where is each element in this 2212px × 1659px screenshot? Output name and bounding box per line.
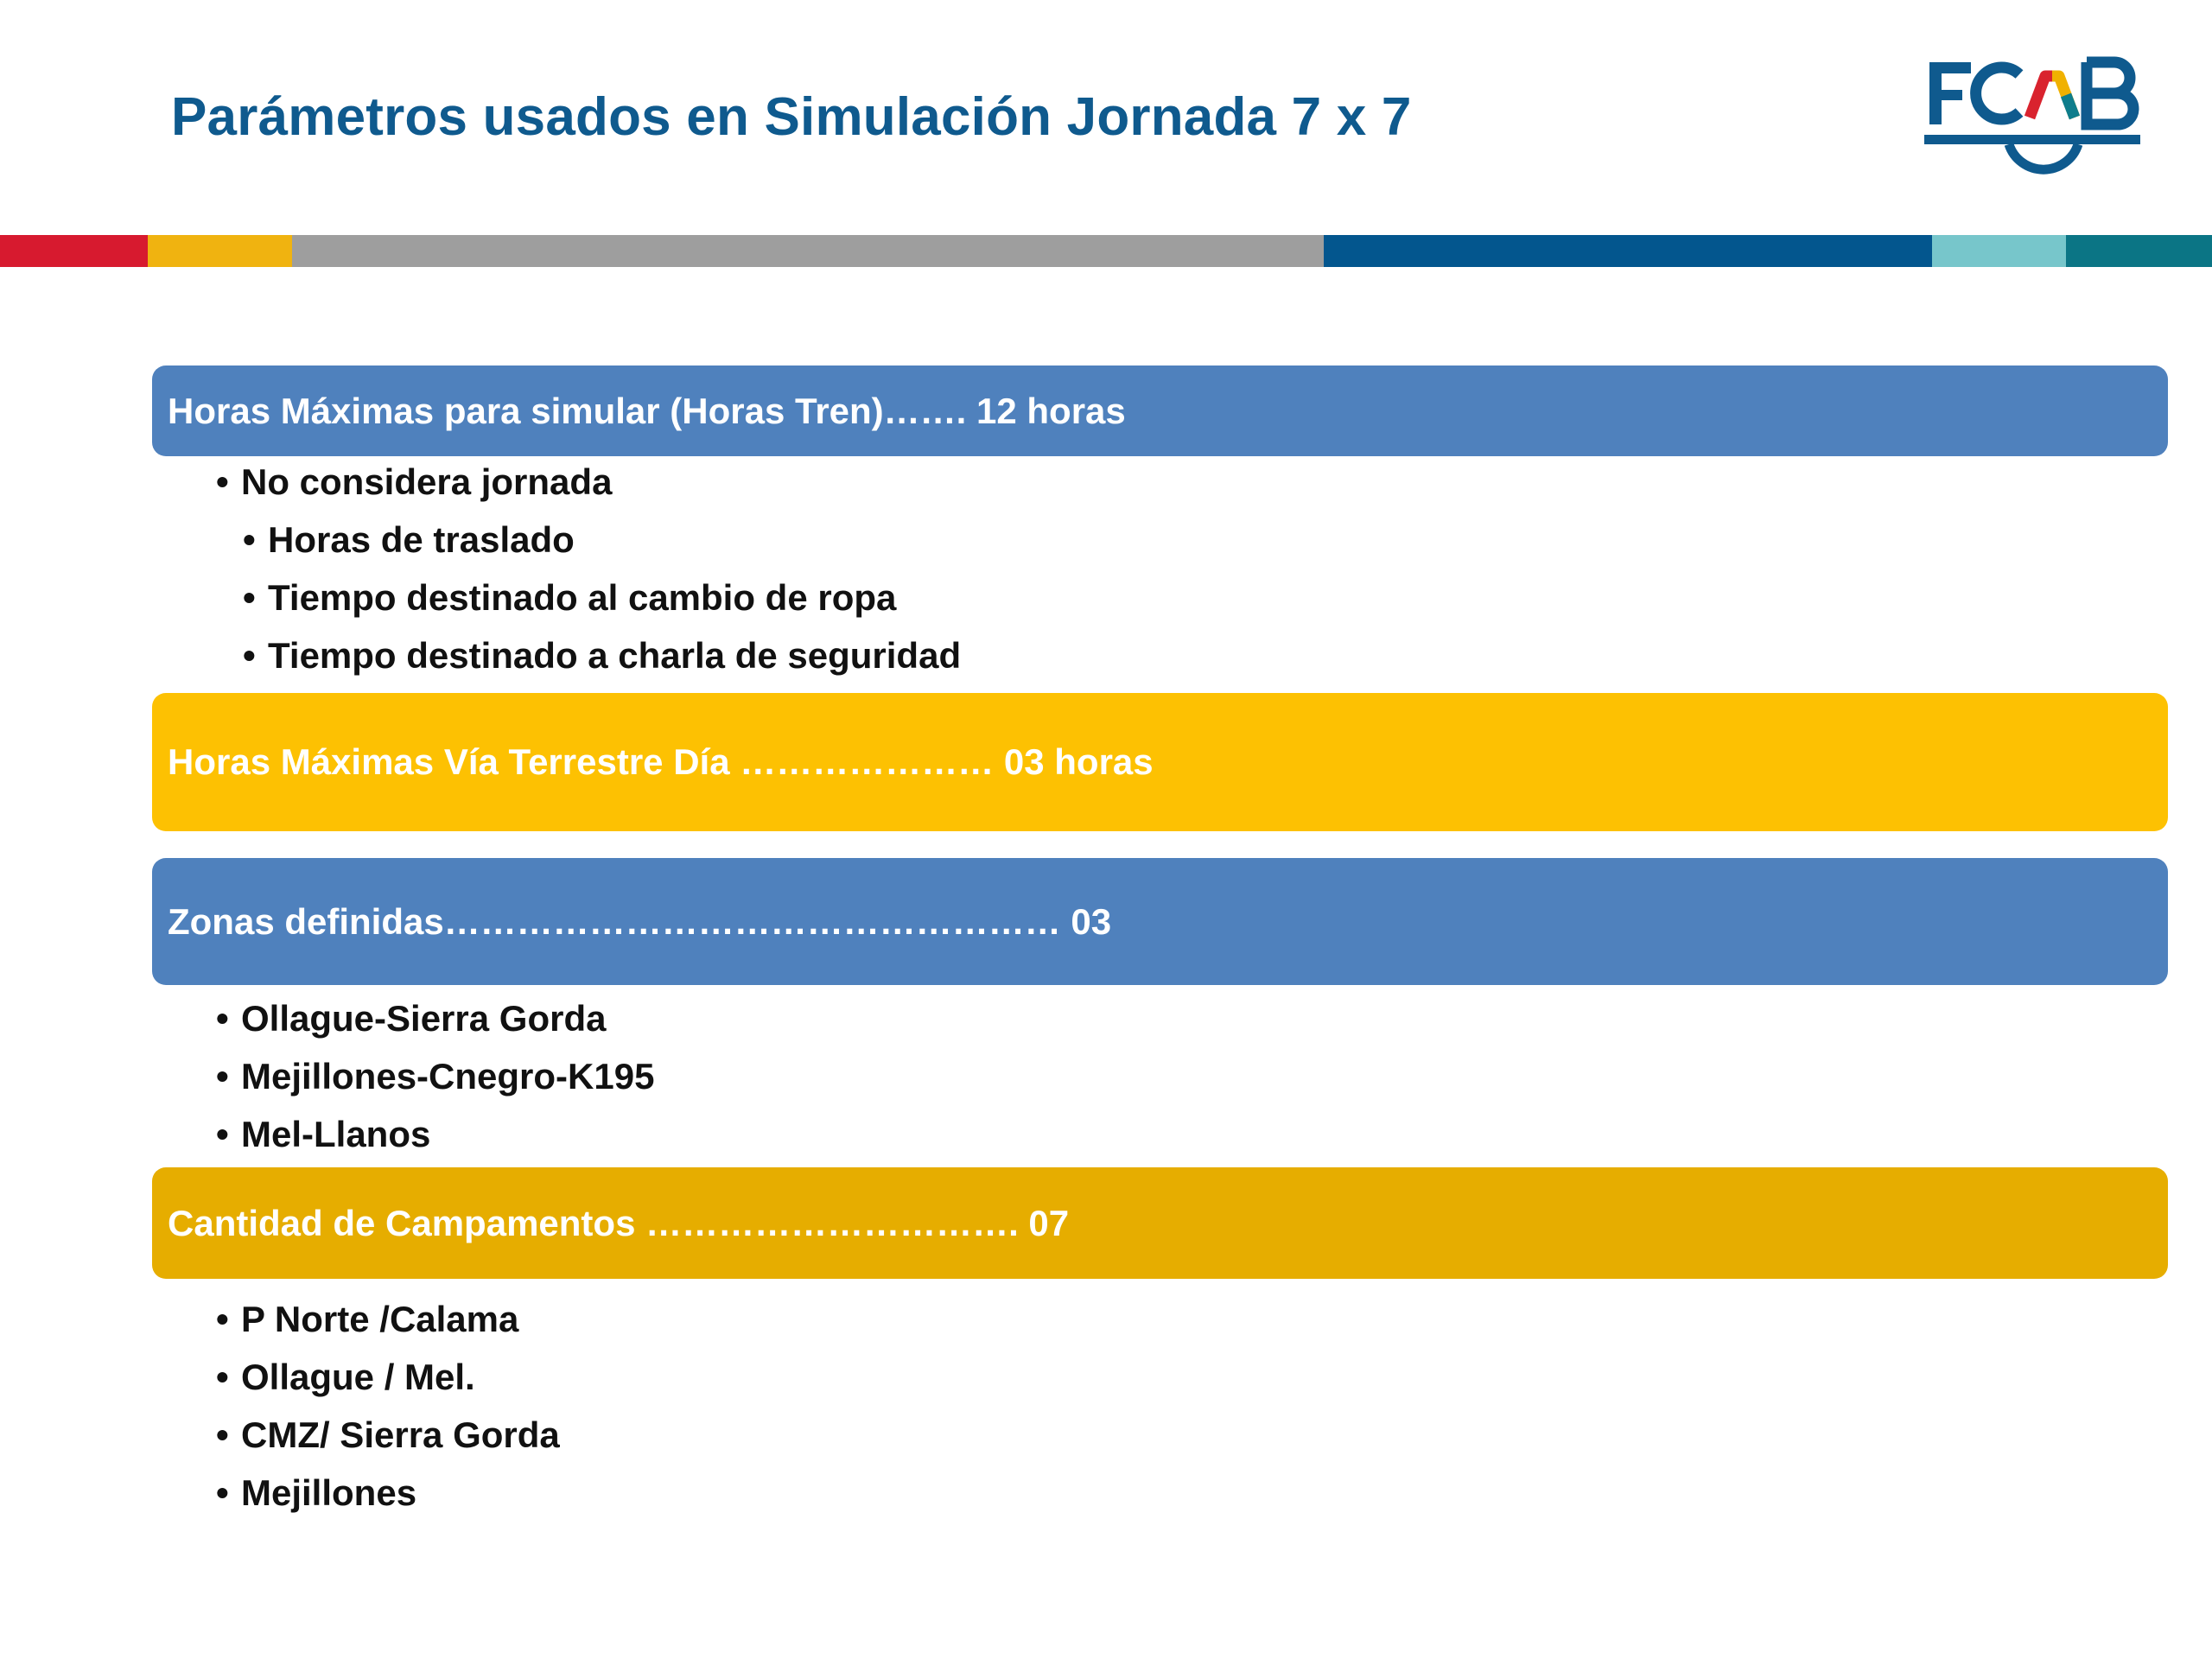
stripe-segment-navy: [1324, 235, 1932, 267]
fcab-logo: [1923, 50, 2147, 188]
logo-letter-a-chevron: [2030, 76, 2075, 118]
bullet-icon: •: [243, 519, 256, 560]
list-item: • Ollague / Mel.: [216, 1348, 560, 1406]
bullet-icon: •: [216, 998, 229, 1039]
list-item: • Mel-Llanos: [216, 1105, 654, 1163]
logo-letter-c: [1976, 67, 2019, 119]
banner-horas-tren: [152, 365, 2168, 456]
stripe-segment-light-teal: [1932, 235, 2066, 267]
banner-via-terrestre: [152, 693, 2168, 831]
bullet-icon: •: [243, 577, 256, 618]
list-item: • Mejillones-Cnegro-K195: [216, 1047, 654, 1105]
bullet-icon: •: [216, 1414, 229, 1455]
banner-horas-tren-text: Horas Máximas para simular (Horas Tren)……. 12 horas: [168, 390, 1126, 431]
list-item: • Tiempo destinado a charla de seguridad: [216, 626, 961, 684]
stripe-segment-teal: [2066, 235, 2212, 267]
list-zonas: [216, 989, 654, 1163]
logo-underline: [1924, 135, 2140, 144]
list-item: • CMZ/ Sierra Gorda: [216, 1406, 560, 1464]
list-item: • Horas de traslado: [216, 511, 961, 569]
logo-letter-f: [1929, 62, 1971, 124]
banner-campamentos: [152, 1167, 2168, 1279]
bullet-icon: •: [216, 1472, 229, 1513]
logo-drop-curve: [2009, 144, 2078, 169]
bullet-icon: •: [216, 1056, 229, 1096]
color-stripe: [0, 235, 2212, 267]
list-item: • Tiempo destinado al cambio de ropa: [216, 569, 961, 626]
bullet-icon: •: [216, 1114, 229, 1154]
stripe-segment-yellow: [148, 235, 292, 267]
list-campamentos: [216, 1290, 560, 1522]
banner-zonas-text: Zonas definidas…………………………………………… 03: [168, 900, 1112, 942]
stripe-segment-red: [0, 235, 148, 267]
bullet-icon: •: [216, 461, 229, 502]
list-item: • Ollague-Sierra Gorda: [216, 989, 654, 1047]
list-item: • No considera jornada: [216, 453, 961, 511]
banner-via-terrestre-text: Horas Máximas Vía Terrestre Día ………………… 03 horas: [168, 741, 1154, 782]
list-item: • P Norte /Calama: [216, 1290, 560, 1348]
bullet-icon: •: [216, 1299, 229, 1339]
slide-title: Parámetros usados en Simulación Jornada 7 x 7: [171, 87, 1412, 147]
stripe-segment-gray: [292, 235, 1324, 267]
list-horas-tren: [216, 453, 961, 684]
logo-letter-b: [2087, 62, 2133, 124]
list-item: • Mejillones: [216, 1464, 560, 1522]
banner-campamentos-text: Cantidad de Campamentos …………………………. 07: [168, 1202, 1070, 1243]
bullet-icon: •: [216, 1357, 229, 1397]
bullet-icon: •: [243, 635, 256, 676]
banner-zonas: [152, 858, 2168, 985]
